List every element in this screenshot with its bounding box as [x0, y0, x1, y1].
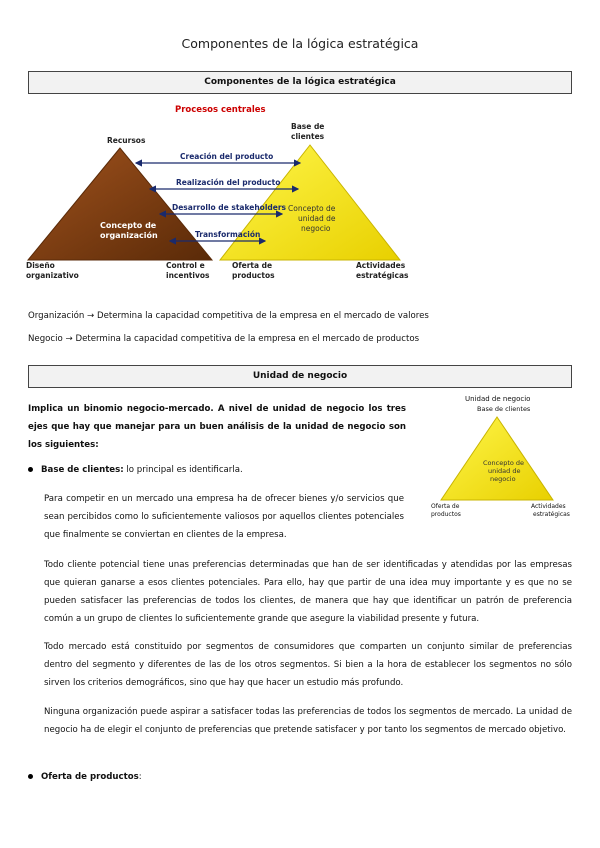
diagram2-center-3: negocio — [490, 475, 516, 483]
line-negocio: Negocio → Determina la capacidad competitiva de la empresa en el mercado de productos — [28, 334, 420, 344]
label-diseno-2: organizativo — [26, 271, 79, 280]
paragraph-4: Ninguna organización puede aspirar a satisfacer todas las preferencias de todos los segmentos de mercado. La unidad de negocio ha de elegir el conjunto de preferencias que pretende satisfacer y por tanto los segmentos de mercado objetivo. — [44, 707, 572, 735]
label-control-1: Control e — [166, 261, 205, 270]
bullet-text: lo principal es identificarla. — [123, 465, 243, 475]
diagram2-left-2: productos — [431, 511, 461, 518]
diagram2-left-1: Oferta de — [431, 503, 460, 510]
label-concepto-un-3: negocio — [301, 224, 331, 233]
label-concepto-un-2: unidad de — [298, 214, 336, 223]
bullet-label: Base de clientes: — [41, 465, 124, 475]
arrow-label-realizacion: Realización del producto — [176, 178, 281, 187]
label-concepto-org-2: organización — [100, 231, 158, 240]
line-organizacion: Organización → Determina la capacidad competitiva de la empresa en el mercado de valores — [28, 311, 429, 321]
arrow-label-creacion: Creación del producto — [180, 152, 274, 161]
diagram2-center-1: Concepto de — [483, 459, 525, 467]
paragraph-1: Para competir en un mercado una empresa ha de ofrecer bienes y/o servicios que sean percibidos como lo suficientemente valiosos por aquellos clientes potenciales que finalmente se conviertan en clientes de la empresa. — [44, 494, 404, 540]
diagram2-top: Base de clientes — [477, 405, 531, 413]
bullet-oferta-productos — [28, 772, 142, 782]
section-header-unidad: Unidad de negocio — [28, 365, 572, 388]
bullet-text: : — [138, 772, 142, 782]
label-actividades-1: Actividades — [356, 261, 406, 270]
label-base-clientes-1: Base de — [291, 122, 325, 131]
bullet-base-clientes — [28, 465, 243, 475]
business-unit-diagram — [415, 392, 575, 527]
intro-paragraph: Implica un binomio negocio-mercado. A nivel de unidad de negocio los tres ejes que hay que manejar para un buen análisis de la unidad de negocio son los siguientes: — [28, 404, 406, 450]
diagram2-right-2: estratégicas — [533, 511, 570, 518]
diagram-title: Procesos centrales — [175, 105, 266, 115]
page-title: Componentes de la lógica estratégica — [181, 36, 419, 51]
bullet-icon — [28, 774, 33, 779]
diagram2-right-1: Actividades — [531, 503, 566, 510]
label-concepto-org-1: Concepto de — [100, 221, 157, 230]
bullet-label: Oferta de productos — [41, 772, 139, 782]
arrow-label-stakeholders: Desarrollo de stakeholders — [172, 203, 287, 212]
label-actividades-2: estratégicas — [356, 271, 409, 280]
label-oferta-2: productos — [232, 271, 275, 280]
label-concepto-un-1: Concepto de — [288, 204, 336, 213]
label-recursos: Recursos — [107, 136, 146, 145]
arrow-label-transformacion: Transformación — [195, 230, 261, 239]
section-header-logica: Componentes de la lógica estratégica — [28, 71, 572, 94]
label-diseno-1: Diseño — [26, 261, 55, 270]
bullet-icon — [28, 467, 33, 472]
label-control-2: incentivos — [166, 271, 210, 280]
diagram2-title: Unidad de negocio — [465, 395, 531, 403]
strategic-logic-diagram — [20, 100, 440, 285]
label-oferta-1: Oferta de — [232, 261, 273, 270]
label-base-clientes-2: clientes — [291, 132, 325, 141]
paragraph-3: Todo mercado está constituido por segmentos de consumidores que comparten un conjunto similar de preferencias dentro del segmento y diferentes de las de los otros segmentos. Si bien a la hora de establecer los segmentos no sólo sirven los criterios demográficos, sino que hay que hacer un estudio más profundo. — [44, 642, 572, 688]
diagram2-center-2: unidad de — [488, 467, 521, 475]
paragraph-2: Todo cliente potencial tiene unas preferencias determinadas que han de ser identificadas y atendidas por las empresas que quieran ganarse a esos clientes potenciales. Para ello, hay que partir de una idea muy importante y es que no se pueden satisfacer las preferencias de todos los clientes, de manera que hay que identificar un patrón de preferencia común a un grupo de clientes lo suficientemente grande que asegure la viabilidad presente y futura. — [44, 560, 572, 624]
